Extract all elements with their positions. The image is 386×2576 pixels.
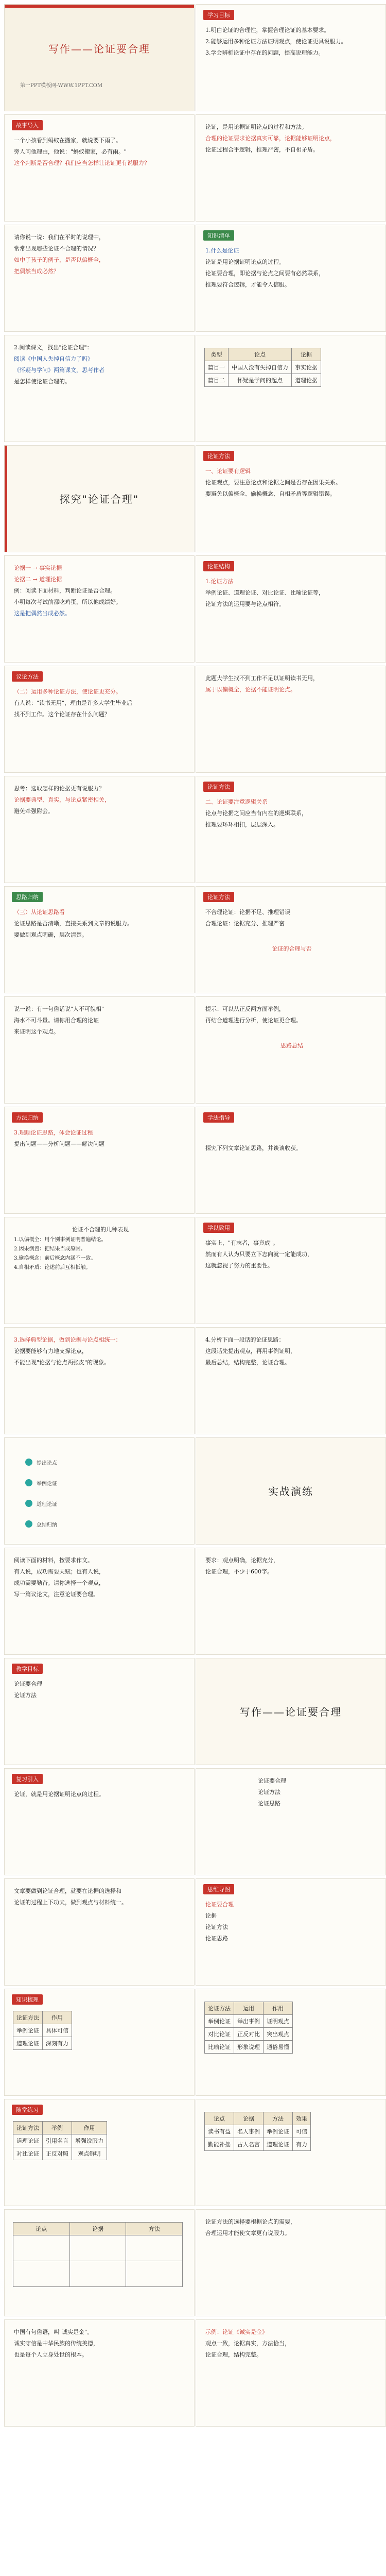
table-header: 方法 [126, 2223, 183, 2235]
table-cell: 古人名言 [234, 2138, 264, 2151]
slide-14-body [205, 673, 378, 696]
slide-17-line: 论证思路是否清晰，直接关系到文章的说服力。 [14, 920, 133, 927]
slide-15 [4, 776, 195, 883]
slide-18 [196, 886, 386, 993]
slide-30 [196, 1548, 386, 1655]
slide-4-body [205, 122, 378, 156]
slide-20-line: 再结合道理进行分析，使论证更合理。 [205, 1017, 302, 1024]
slide-36 [196, 1878, 386, 1986]
slide-20-body [205, 1004, 378, 1052]
slide-37 [4, 1989, 195, 2096]
slide-38 [196, 1989, 386, 2096]
slide-36-tag: 思维导图 [203, 1884, 234, 1894]
slide-11-line: 小明每次考试前都吃鸡蛋，所以他成绩好。 [14, 599, 121, 605]
slide-20-note: 思路总结 [280, 1042, 303, 1049]
slide-16-line: 论点与论据之间应当有内在的逻辑联系， [205, 810, 307, 817]
slide-7-line: 是怎样使论证合理的。 [14, 378, 71, 385]
slide-21 [4, 1107, 195, 1214]
slide-34-body [258, 1776, 378, 1810]
slide-10 [196, 445, 386, 552]
slide-35-line: 文章要做到论证合理，就要在论据的选择和 [14, 1888, 121, 1894]
table-cell: 举出事例 [234, 2015, 264, 2028]
slide-36-line: 论据 [205, 1912, 217, 1919]
slide-13-tag: 议论方法 [12, 671, 43, 682]
table-cell: 可信 [293, 2125, 311, 2138]
slide-26-line: 最后总结，结构完整，论证合理。 [205, 1359, 290, 1366]
table-cell: 形象说理 [234, 2041, 264, 2054]
slide-25-line: 论据要能够有力地支撑论点， [14, 1348, 87, 1354]
slide-11-line: 论据一 → 事实论据 [14, 565, 62, 571]
slide-19-line: 说一说：有一句俗话说"人不可貌相" [14, 1006, 104, 1012]
table-header: 论点 [229, 348, 292, 361]
table-cell: 道理论证 [13, 2037, 43, 2050]
table-row [13, 2147, 107, 2160]
slide-28-title: 实战演练 [268, 1485, 313, 1498]
table-row [205, 2138, 311, 2151]
slide-11-line: 例：阅读下面材料，判断论证是否合理。 [14, 587, 116, 594]
slide-19-line: 来证明这个观点。 [14, 1028, 59, 1035]
slide-12 [196, 555, 386, 663]
table-row [13, 2261, 183, 2287]
table-cell: 对比论证 [205, 2028, 234, 2041]
slide-23-line: 4.自相矛盾：论述前后互相抵触。 [14, 1265, 91, 1270]
slide-12-line: 论证方法的运用要与论点相符。 [205, 601, 285, 607]
table-header: 方法 [264, 2112, 293, 2125]
slide-2-tag: 学习目标 [203, 10, 234, 20]
slide-7-line: 《怀疑与学问》两篇课文，思考作者 [14, 367, 104, 374]
slide-35 [4, 1878, 195, 1986]
slide-39 [4, 2099, 195, 2206]
slide-29 [4, 1548, 195, 1655]
table-cell [13, 2261, 70, 2287]
slide-34 [196, 1768, 386, 1875]
slide-19-body [14, 1004, 187, 1038]
slide-26-line: 这段话先提出观点，再用事例证明， [205, 1348, 296, 1354]
slide-43-line: 诚实守信是中华民族的传统美德， [14, 2340, 99, 2347]
slide-32 [196, 1658, 386, 1765]
slide-13 [4, 666, 195, 773]
table-row [13, 2134, 107, 2147]
slide-35-body [14, 1886, 187, 1909]
slide-42 [196, 2209, 386, 2316]
table-row [205, 2041, 293, 2054]
slide-23-line: 1.以偏概全：用个别事例证明普遍结论。 [14, 1237, 107, 1243]
slide-33-body [14, 1789, 187, 1801]
table-cell: 怀疑是学问的起点 [229, 374, 292, 387]
table-row [205, 2028, 293, 2041]
slide-14-line: 属于以偏概全，论据不能证明论点。 [205, 686, 296, 693]
slide-13-line: 有人说："读书无用"，理由是许多大学生毕业后 [14, 700, 133, 706]
slide-29-line: 写一篇议论文，注意论证要合理。 [14, 1591, 99, 1598]
slide-24-tag: 学以致用 [203, 1223, 234, 1233]
slide-6-line: 论证要合理，即论据与论点之间要有必然联系， [205, 270, 324, 277]
slide-18-tag: 论证方法 [203, 892, 234, 902]
slide-15-line: 论据要典型、真实，与论点紧密相关， [14, 796, 110, 803]
slide-24-body [205, 1238, 378, 1272]
slide-7 [4, 335, 195, 442]
slide-37-tag: 知识梳理 [12, 1994, 43, 2005]
table-header: 论证方法 [13, 2122, 43, 2134]
slide-23-line: 2.因果倒置：把结果当成原因。 [14, 1246, 86, 1252]
table-cell: 篇目一 [205, 361, 229, 374]
slide-21-tag: 方法归纳 [12, 1112, 43, 1123]
slide-14 [196, 666, 386, 773]
slide-19-line: 海水不可斗量。请你用合理的论证 [14, 1017, 99, 1024]
slide-23-line: 3.偷换概念：前后概念内涵不一致。 [14, 1256, 96, 1261]
slide-29-body [14, 1555, 187, 1601]
table-row [205, 374, 321, 387]
slide-33-line: 论证，就是用论据证明论点的过程。 [14, 1791, 104, 1798]
table-cell: 举例论证 [13, 2024, 43, 2037]
slide-34-line: 论证要合理 [258, 1777, 286, 1784]
slide-8 [196, 335, 386, 442]
slide-31-tag: 教学目标 [12, 1664, 43, 1674]
slide-31-line: 论证要合理 [14, 1681, 42, 1687]
slide-5-line: 如中了孩子的例子，是否以偏概全， [14, 257, 104, 263]
slide-5-line: 常常出现哪些论证不合理的情况？ [14, 245, 99, 252]
slide-24-line: 然而有人认为只要立下志向就一定能成功， [205, 1251, 313, 1258]
table-cell: 事实论据 [292, 361, 321, 374]
slide-3-body [14, 135, 187, 170]
slide-25-body [14, 1335, 187, 1369]
slide-23-body [14, 1225, 187, 1273]
slide-44-body [205, 2327, 378, 2361]
slide-18-line: 合理论证：论据充分、推理严密 [205, 920, 285, 927]
slide-43-body [14, 2327, 187, 2361]
slide-20 [196, 996, 386, 1104]
slide-24-line: 这就忽视了努力的重要性。 [205, 1262, 273, 1269]
slide-8-table [204, 348, 321, 387]
slide-2-line: 1.明白论证的合理性，掌握合理论证的基本要求。 [205, 27, 330, 33]
slide-6-line: 论证是用论据证明论点的过程。 [205, 259, 285, 265]
table-header: 运用 [234, 2002, 264, 2015]
slide-9-title: 探究"论证合理" [59, 493, 139, 505]
slide-14-line: 此题大学生找不到工作不足以证明读书无用， [205, 675, 319, 682]
table-cell: 具体可信 [43, 2024, 72, 2037]
slide-11-line: 论据二 → 道理论据 [14, 576, 62, 583]
slide-16 [196, 776, 386, 883]
slide-28 [196, 1437, 386, 1545]
slide-25-line: 3.选择典型论据，做到论据与论点相统一： [14, 1336, 121, 1343]
slide-10-body [205, 466, 378, 500]
slide-27 [4, 1437, 195, 1545]
flow-node-icon [25, 1500, 32, 1507]
table-cell: 正反对比 [234, 2028, 264, 2041]
slide-36-line: 论证思路 [205, 1935, 228, 1942]
slide-41-table [13, 2222, 183, 2287]
table-header: 类型 [205, 348, 229, 361]
slide-35-line: 论证的过程上下功夫，做到观点与材料统一。 [14, 1899, 127, 1906]
slide-18-note: 论证的合理与否 [272, 945, 312, 952]
slide-36-line: 论证方法 [205, 1924, 228, 1930]
cover-stripe [5, 5, 194, 8]
slide-19 [4, 996, 195, 1104]
table-header: 作用 [264, 2002, 293, 2015]
table-cell: 道理论证 [264, 2138, 293, 2151]
slide-31-line: 论证方法 [14, 1692, 37, 1699]
slide-10-tag: 论证方法 [203, 451, 234, 461]
slide-11-line: 这是把偶然当成必然。 [14, 610, 71, 617]
slide-18-body [205, 907, 378, 955]
table-cell: 道理论据 [292, 374, 321, 387]
slide-3-line: 旁人问他理由，他说："蚂蚁搬家，必有雨。" [14, 148, 127, 155]
slide-43 [4, 2319, 195, 2427]
slide-17-body [14, 907, 187, 941]
slide-16-tag: 论证方法 [203, 782, 234, 792]
table-cell: 举例论证 [205, 2015, 234, 2028]
table-cell: 证明观点 [264, 2015, 293, 2028]
table-header: 论点 [205, 2112, 234, 2125]
slide-5-line: 请你说一说：我们在平时的说理中， [14, 234, 104, 241]
slide-44-line: 论证合理，结构完整。 [205, 2351, 262, 2358]
slide-34-line: 论证思路 [258, 1800, 280, 1807]
flow-node-label: 举例论证 [37, 1481, 57, 1487]
slide-3-line: 一个小孩看到蚂蚁在搬家，就说要下雨了。 [14, 137, 121, 144]
slide-25 [4, 1327, 195, 1434]
slide-40 [196, 2099, 386, 2206]
slide-15-line: 思考：选取怎样的论据更有说服力？ [14, 785, 104, 792]
slide-7-line: 2.阅读课文，找出"论证合理"： [14, 344, 93, 351]
slide-38-table [204, 2002, 293, 2054]
slide-11-body [14, 563, 187, 620]
slide-3-line: 这个判断是否合理？我们应当怎样让论证更有说服力？ [14, 160, 150, 166]
slide-2-line: 3.学会辨析论证中存在的问题，提高说理能力。 [205, 49, 324, 56]
slide-42-line: 合理运用才能使文章更有说服力。 [205, 2230, 290, 2236]
table-header: 举例 [43, 2122, 72, 2134]
slide-17-line: （三）从论证思路看 [14, 909, 65, 916]
flow-node-icon [25, 1520, 32, 1528]
table-cell: 中国人没有失掉自信力 [229, 361, 292, 374]
table-header: 效果 [293, 2112, 311, 2125]
slide-39-table [13, 2121, 107, 2160]
table-cell: 增强说服力 [72, 2134, 107, 2147]
slide-16-line: 推理要环环相扣，层层深入。 [205, 821, 279, 828]
slide-24 [196, 1217, 386, 1324]
table-cell: 道理论证 [13, 2134, 43, 2147]
slide-21-line: 提出问题——分析问题——解决问题 [14, 1141, 104, 1147]
table-cell: 引用名言 [43, 2134, 72, 2147]
slide-17-tag: 思路归纳 [12, 892, 43, 902]
table-cell: 观点鲜明 [72, 2147, 107, 2160]
slide-22-line: 探究下列文章论证思路，并谈谈收获。 [205, 1145, 302, 1151]
table-row [13, 2037, 72, 2050]
table-cell: 正反对照 [43, 2147, 72, 2160]
slide-2 [196, 4, 386, 111]
slide-17 [4, 886, 195, 993]
table-cell: 对比论证 [13, 2147, 43, 2160]
slide-cover [4, 4, 195, 111]
slide-9 [4, 445, 195, 552]
slide-10-line: 一、论证要有逻辑 [205, 468, 251, 474]
slide-5-body [14, 232, 187, 278]
slide-11 [4, 555, 195, 663]
table-cell: 篇目二 [205, 374, 229, 387]
slide-31 [4, 1658, 195, 1765]
slide-4-line: 论证过程合乎逻辑，推理严密，不自相矛盾。 [205, 146, 319, 153]
table-cell: 名人事例 [234, 2125, 264, 2138]
slide-6-line: 推理要符合逻辑，才能令人信服。 [205, 281, 290, 288]
slide-44-line: 示例：论证《诚实是金》 [205, 2329, 268, 2335]
slide-29-line: 成功需要勤奋。请你选择一个观点， [14, 1580, 104, 1586]
table-cell [126, 2261, 183, 2287]
table-cell: 读书有益 [205, 2125, 234, 2138]
table-header: 作用 [43, 2011, 72, 2024]
slide-6 [196, 225, 386, 332]
slide-4 [196, 114, 386, 222]
table-row [205, 2125, 311, 2138]
table-cell [69, 2235, 126, 2261]
table-cell [13, 2235, 70, 2261]
flow-node-icon [25, 1479, 32, 1486]
table-header: 论据 [234, 2112, 264, 2125]
flow-node-label: 总结归纳 [37, 1522, 57, 1528]
slide-42-body [205, 2217, 378, 2240]
slide-4-line: 论证，是用论据证明论点的过程和方法。 [205, 124, 307, 130]
slide-26-body [205, 1335, 378, 1369]
slide-13-line: （二）运用多种论证方法，使论证更充分。 [14, 688, 121, 695]
slide-36-body [205, 1900, 378, 1945]
table-cell [126, 2235, 183, 2261]
slide-43-line: 中国有句俗语，叫"诚实是金"。 [14, 2329, 93, 2335]
table-row [13, 2024, 72, 2037]
slide-12-body [205, 577, 378, 611]
slide-36-line: 论证要合理 [205, 1901, 234, 1908]
slide-44-line: 观点一致，论据真实，方法恰当， [205, 2340, 290, 2347]
table-cell: 举例论证 [264, 2125, 293, 2138]
table-cell: 比喻论证 [205, 2041, 234, 2054]
table-row [13, 2235, 183, 2261]
slide-18-line: 不合理论证：论据不足、推理错误 [205, 909, 290, 916]
slide-5-line: 把偶然当成必然？ [14, 268, 59, 275]
table-cell: 突出观点 [264, 2028, 293, 2041]
slide-34-line: 论证方法 [258, 1789, 280, 1795]
slide-33 [4, 1768, 195, 1875]
slide-21-body [14, 1128, 187, 1150]
table-cell: 深刻有力 [43, 2037, 72, 2050]
table-header: 论点 [13, 2223, 70, 2235]
flow-node-label: 道理论证 [37, 1502, 57, 1507]
slide-12-line: 1.论证方法 [205, 578, 234, 585]
cover-source: 第一PPT模板网-WWW.1PPT.COM [20, 83, 103, 89]
slide-26-line: 4.分析下面一段话的论证思路： [205, 1336, 285, 1343]
slide-29-line: 有人说，成功需要天赋；也有人说， [14, 1568, 104, 1575]
slide-2-body [205, 25, 378, 59]
slide-41 [4, 2209, 195, 2316]
slide-6-tag: 知识清单 [203, 230, 234, 241]
slide-30-body [205, 1555, 378, 1578]
slide-31-body [14, 1679, 187, 1702]
slide-4-line: 合理的论证要求论据真实可靠，论据能够证明论点， [205, 135, 336, 142]
slide-42-line: 论证方法的选择要根据论点的需要， [205, 2218, 296, 2225]
slide-23-title: 论证不合理的几种表现 [72, 1226, 129, 1233]
slide-23 [4, 1217, 195, 1324]
table-header: 论据 [292, 348, 321, 361]
slide-3 [4, 114, 195, 222]
slide-44 [196, 2319, 386, 2427]
slide-12-tag: 论证结构 [203, 561, 234, 571]
slide-21-line: 3.理顺论证思路，体会论证过程 [14, 1129, 93, 1136]
slide-37-table [13, 2011, 72, 2050]
slide-20-line: 提示：可以从正反两方面举例， [205, 1006, 285, 1012]
slide-30-line: 要求：观点明确，论据充分， [205, 1557, 279, 1564]
slide-7-line: 阅读《中国人失掉自信力了吗》 [14, 355, 93, 362]
table-header: 论据 [69, 2223, 126, 2235]
table-cell: 通俗易懂 [264, 2041, 293, 2054]
slide-13-line: 找不到工作。这个论证存在什么问题？ [14, 711, 110, 718]
slide-12-line: 举例论证、道理论证、对比论证、比喻论证等， [205, 589, 324, 596]
slide-26 [196, 1327, 386, 1434]
slide-15-body [14, 784, 187, 818]
slide-5 [4, 225, 195, 332]
cover-title: 写作——论证要合理 [48, 43, 150, 55]
slide-30-line: 论证合理，不少于600字。 [205, 1568, 273, 1575]
slide-16-line: 二、论证要注意逻辑关系 [205, 799, 268, 805]
slide-24-line: 事实上，"有志者，事竟成"。 [205, 1240, 279, 1246]
slide-6-title: 1.什么是论证 [205, 247, 239, 254]
slide-39-tag: 随堂练习 [12, 2105, 43, 2115]
slide-13-body [14, 687, 187, 721]
table-header: 论证方法 [13, 2011, 43, 2024]
table-cell: 有力 [293, 2138, 311, 2151]
slide-25-line: 不能出现"论据与论点两张皮"的现象。 [14, 1359, 110, 1366]
slide-17-line: 要做到观点明确，层次清楚。 [14, 931, 87, 938]
slide-16-body [205, 797, 378, 831]
flow-node-label: 提出论点 [37, 1461, 57, 1466]
slide-10-line: 论证观点，要注意论点和论据之间是否存在因果关系。 [205, 479, 341, 486]
table-row [205, 2015, 293, 2028]
slide-22-body [205, 1128, 378, 1155]
flow-node-icon [25, 1459, 32, 1466]
slide-40-table [204, 2112, 311, 2151]
table-header: 作用 [72, 2122, 107, 2134]
slide-6-body [205, 246, 378, 291]
slide-15-line: 避免牵强附会。 [14, 808, 54, 815]
slide-3-tag: 故事导入 [12, 120, 43, 130]
slide-22 [196, 1107, 386, 1214]
slide-43-line: 也是每个人立身处世的根本。 [14, 2351, 87, 2358]
slide-32-title: 写作——论证要合理 [240, 1706, 342, 1718]
table-header: 论证方法 [205, 2002, 234, 2015]
slide-2-line: 2.能够运用多种论证方法证明观点，使论证更具说服力。 [205, 38, 347, 45]
table-cell [69, 2261, 126, 2287]
slide-33-tag: 复习引入 [12, 1774, 43, 1784]
slide-29-line: 阅读下面的材料，按要求作文。 [14, 1557, 93, 1564]
slide-10-line: 要避免以偏概全、偷换概念、自相矛盾等逻辑错误。 [205, 490, 336, 497]
table-row [205, 361, 321, 374]
slide-22-tag: 学法指导 [203, 1112, 234, 1123]
slide-7-body [14, 343, 187, 388]
table-cell: 勤能补拙 [205, 2138, 234, 2151]
